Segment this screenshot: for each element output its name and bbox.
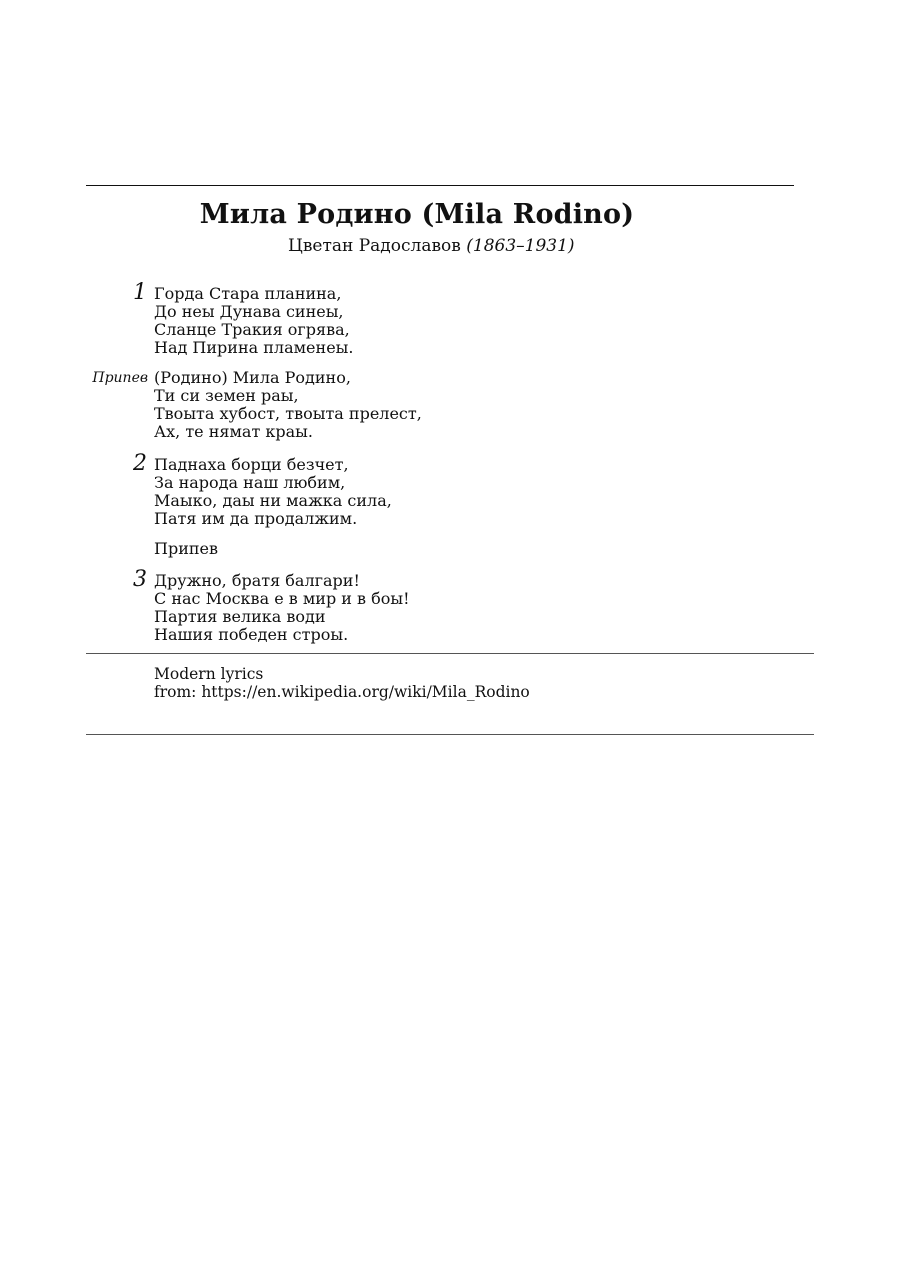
stanza-1 — [154, 285, 353, 357]
footnote-rule-bottom — [86, 734, 814, 735]
stanza-number-3: 3 — [133, 567, 147, 592]
stanza-2 — [154, 456, 392, 528]
stanza-line: Над Пирина пламенеы. — [154, 338, 354, 357]
top-rule — [86, 185, 794, 186]
stanza-line: (Родино) Мила Родино, — [154, 368, 351, 387]
stanza-line: С нас Москва е в мир и в боы! — [154, 589, 410, 608]
song-title: Мила Родино (Mila Rodino) — [199, 199, 635, 230]
stanza-line: Припев — [154, 539, 218, 558]
stanza-line: Ти си земен раы, — [154, 386, 299, 405]
song-author — [288, 236, 575, 256]
stanza-number-2: 2 — [133, 451, 147, 476]
author-name-suffix: ов — [441, 236, 461, 256]
stanza-line: За народа наш любим, — [154, 473, 346, 492]
stanza-line: Патя им да продалжим. — [154, 509, 358, 528]
footnote-line-1: Modern lyrics — [154, 665, 264, 683]
stanza-line: Горда Стара планина, — [154, 284, 342, 303]
chorus — [154, 369, 422, 441]
stanza-number-1: 1 — [133, 280, 147, 305]
stanza-line: Ах, те нямат краы. — [154, 422, 313, 441]
stanza-3 — [154, 572, 410, 644]
footnote-rule-top — [86, 653, 814, 654]
stanza-line: Дружно, братя балгари! — [154, 571, 360, 590]
footnote — [154, 665, 530, 701]
stanza-line: Паднаха борци безчет, — [154, 455, 349, 474]
stanza-line: До неы Дунава синеы, — [154, 302, 344, 321]
chorus-label: Припев — [92, 370, 148, 386]
author-years: (1863–1931) — [466, 236, 575, 256]
stanza-line: Нашия победен строы. — [154, 625, 349, 644]
stanza-line: Твоыта хубост, твоыта прелест, — [154, 404, 422, 423]
stanza-line: Сланце Тракия огрява, — [154, 320, 350, 339]
footnote-source: from: https://en.wikipedia.org/wiki/Mila_Rodino — [154, 683, 530, 701]
chorus-reference — [154, 540, 218, 558]
author-name: Цветан Радослав — [288, 236, 442, 256]
stanza-line: Маыко, даы ни мажка сила, — [154, 491, 392, 510]
stanza-line: Партия велика води — [154, 607, 326, 626]
